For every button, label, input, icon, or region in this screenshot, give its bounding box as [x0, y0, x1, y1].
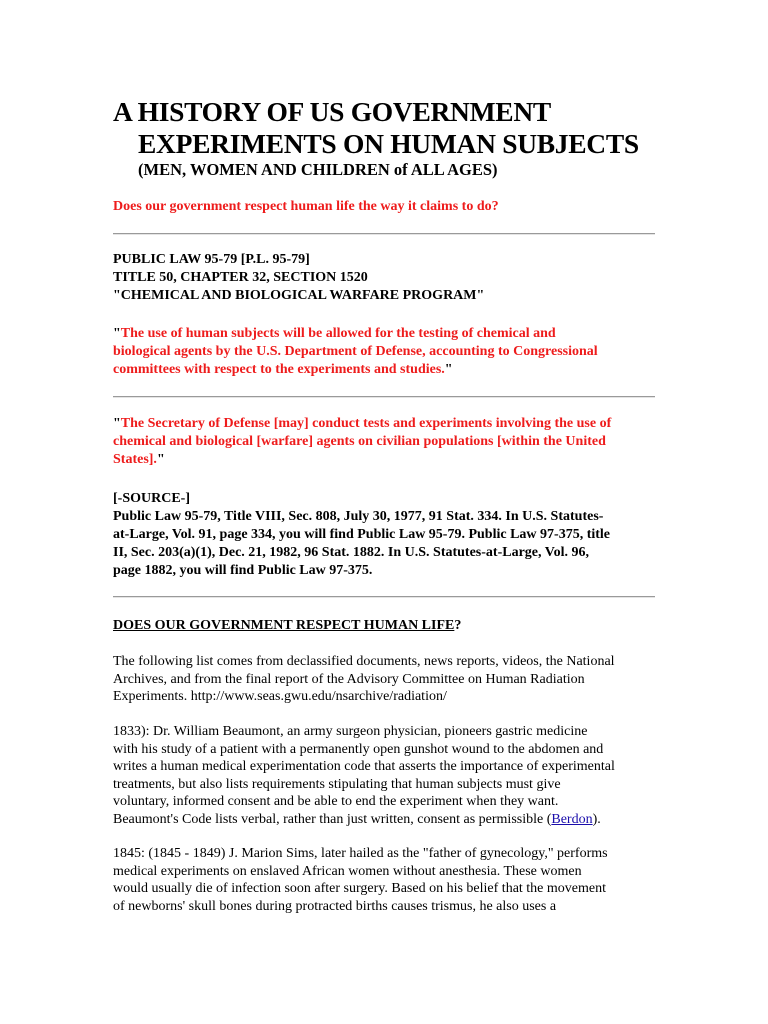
divider-2: [113, 396, 655, 398]
quote-1-text-3: committees with respect to the experiments and studies.: [113, 362, 445, 377]
entry-1845-line-4: of newborns' skull bones during protracted births causes trismus, he also uses a: [113, 898, 557, 914]
entry-1845-line-1: 1845: (1845 - 1849) J. Marion Sims, later hailed as the "father of gynecology," performs: [113, 846, 608, 861]
lead-question: Does our government respect human life the way it claims to do?: [113, 199, 499, 214]
source-line-2: at-Large, Vol. 91, page 334, you will find Public Law 95-79. Public Law 97-375, title: [113, 527, 611, 542]
law-line-2: TITLE 50, CHAPTER 32, SECTION 1520: [113, 270, 368, 285]
law-quote-2: [113, 415, 658, 469]
quote-1-close-mark: ": [444, 362, 453, 377]
intro-paragraph: [113, 653, 658, 706]
intro-line-1: The following list comes from declassified documents, news reports, videos, the National: [113, 654, 615, 669]
divider-3: [113, 596, 655, 598]
section-heading-text: DOES OUR GOVERNMENT RESPECT HUMAN LIFE: [113, 618, 455, 633]
page-title: [113, 96, 639, 160]
title-line-2: EXPERIMENTS ON HUMAN SUBJECTS: [138, 128, 639, 159]
quote-1-open-mark: ": [113, 326, 121, 341]
berdon-link[interactable]: Berdon: [551, 811, 593, 827]
quote-2-close-mark: ": [156, 452, 165, 467]
quote-2-open-mark: ": [113, 416, 121, 431]
quote-1-text-1: The use of human subjects will be allowed for the testing of chemical and: [120, 326, 556, 341]
quote-2-text-3: States].: [113, 452, 157, 467]
quote-2-line-3: [113, 451, 658, 469]
section-heading-suffix: ?: [454, 618, 462, 633]
entry-1833: [113, 723, 658, 828]
entry-1833-line-3: writes a human medical experimentation code that asserts the importance of experimental: [113, 759, 615, 774]
entry-1833-last-suffix: ).: [592, 811, 601, 827]
law-line-3: "CHEMICAL AND BIOLOGICAL WARFARE PROGRAM": [113, 288, 485, 303]
law-line-1: PUBLIC LAW 95-79 [P.L. 95-79]: [113, 252, 310, 267]
law-quote-1: [113, 325, 658, 379]
source-block: [113, 490, 658, 580]
quote-2-text-1: The Secretary of Defense [may] conduct tests and experiments involving the use of: [120, 416, 612, 431]
intro-line-2: Archives, and from the final report of the Advisory Committee on Human Radiation: [113, 671, 585, 687]
entry-1833-line-1: 1833): Dr. William Beaumont, an army surgeon physician, pioneers gastric medicine: [113, 724, 588, 739]
source-line-3: II, Sec. 203(a)(1), Dec. 21, 1982, 96 Stat. 1882. In U.S. Statutes-at-Large, Vol. 96,: [113, 545, 589, 560]
quote-1-text-2: biological agents by the U.S. Department of Defense, accounting to Congressional: [113, 344, 598, 359]
entry-1845: [113, 845, 658, 915]
entry-1833-line-5: voluntary, informed consent and be able to end the experiment when they want.: [113, 794, 559, 809]
source-line-1: Public Law 95-79, Title VIII, Sec. 808, July 30, 1977, 91 Stat. 334. In U.S. Statutes-: [113, 509, 604, 524]
intro-line-3: Experiments. http://www.seas.gwu.edu/nsarchive/radiation/: [113, 689, 447, 704]
quote-1-line-3: [113, 361, 658, 379]
divider-1: [113, 233, 655, 235]
page-subtitle: (MEN, WOMEN AND CHILDREN of ALL AGES): [138, 160, 498, 179]
entry-1845-line-2: medical experiments on enslaved African women without anesthesia. These women: [113, 863, 582, 879]
source-label: [-SOURCE-]: [113, 491, 190, 506]
quote-2-line-1: [113, 415, 658, 433]
entry-1833-line-6: [113, 811, 658, 829]
law-citation: [113, 251, 658, 305]
entry-1833-last-prefix: Beaumont's Code lists verbal, rather than just written, consent as permissible (: [113, 811, 552, 827]
quote-1-line-1: [113, 325, 658, 343]
source-line-4: page 1882, you will find Public Law 97-375.: [113, 563, 373, 578]
title-line-1: A HISTORY OF US GOVERNMENT: [113, 96, 551, 127]
entry-1845-line-3: would usually die of infection soon after surgery. Based on his belief that the movement: [113, 881, 606, 896]
entry-1833-line-4: treatments, but also lists requirements stipulating that human subjects must give: [113, 776, 561, 792]
section-heading: [113, 617, 461, 635]
quote-2-text-2: chemical and biological [warfare] agents on civilian populations [within the United: [113, 434, 606, 449]
entry-1833-line-2: with his study of a patient with a permanently open gunshot wound to the abdomen and: [113, 741, 604, 757]
